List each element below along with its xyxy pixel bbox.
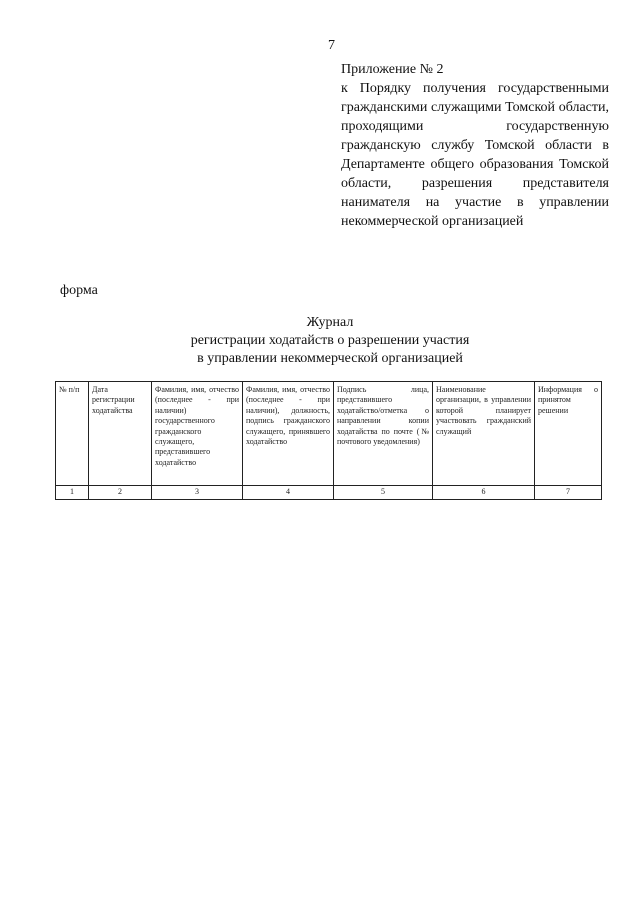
header-cell: Дата регистрации ходатайства bbox=[89, 382, 152, 486]
column-number-cell: 7 bbox=[535, 486, 602, 500]
journal-heading bbox=[60, 314, 600, 368]
column-number-cell: 4 bbox=[243, 486, 334, 500]
header-cell: Подпись лица, представившего ходатайство/отметка о направлении копии ходатайства по почте (№ почтового уведомления) bbox=[334, 382, 433, 486]
register-table bbox=[55, 381, 602, 500]
column-number-cell: 2 bbox=[89, 486, 152, 500]
table-header-row bbox=[56, 382, 602, 486]
page-number: 7 bbox=[328, 38, 335, 53]
appendix-title: Приложение № 2 bbox=[341, 62, 444, 77]
column-number-cell: 6 bbox=[433, 486, 535, 500]
appendix-block bbox=[341, 60, 609, 231]
journal-subtitle-line1: регистрации ходатайств о разрешении участия bbox=[190, 333, 470, 348]
header-cell: Фамилия, имя, отчество (последнее - при наличии), должность, подпись гражданского служащего, принявшего ходатайство bbox=[243, 382, 334, 486]
header-cell: Информация о принятом решении bbox=[535, 382, 602, 486]
table-row bbox=[56, 486, 602, 500]
column-number-cell: 1 bbox=[56, 486, 89, 500]
header-cell: Наименование организации, в управлении которой планирует участвовать гражданский служащий bbox=[433, 382, 535, 486]
form-label: форма bbox=[60, 283, 98, 298]
header-cell: Фамилия, имя, отчество (последнее - при наличии) государственного гражданского служащего, представившего ходатайство bbox=[152, 382, 243, 486]
header-cell: № п/п bbox=[56, 382, 89, 486]
appendix-body: к Порядку получения государственными гражданскими служащими Томской области, проходящими государственную гражданскую службу Томской области в Департаменте общего образования Томской области, разрешения представителя нанимателя на участие в управлении некоммерческой организацией bbox=[341, 81, 609, 229]
journal-subtitle-line2: в управлении некоммерческой организацией bbox=[197, 351, 463, 366]
column-number-cell: 5 bbox=[334, 486, 433, 500]
journal-title: Журнал bbox=[306, 315, 354, 330]
column-number-cell: 3 bbox=[152, 486, 243, 500]
